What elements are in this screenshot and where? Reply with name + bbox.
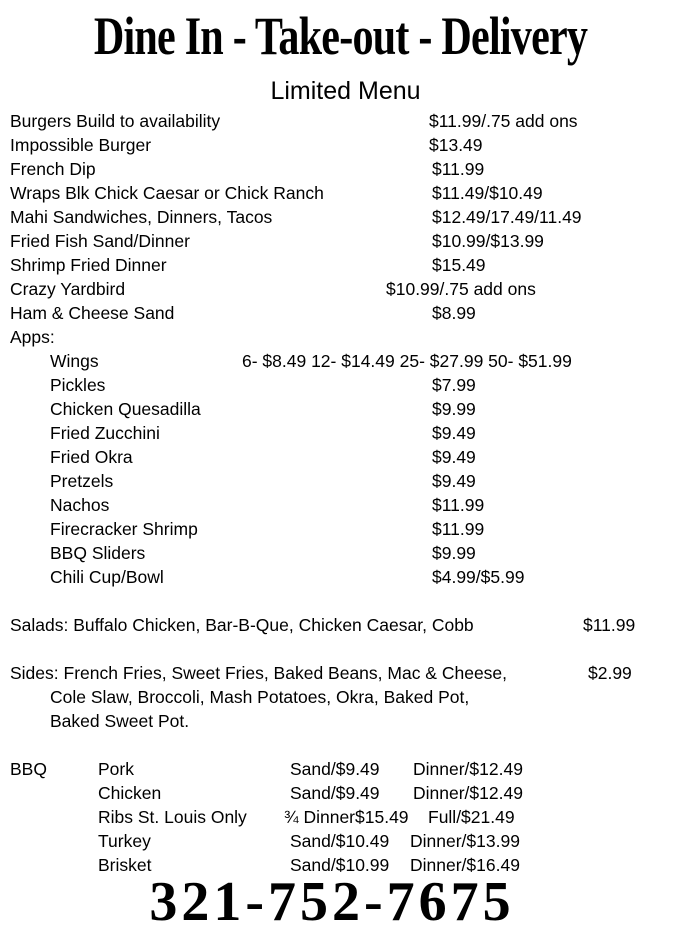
app-item-price: $7.99 <box>432 375 476 395</box>
bbq-dinner-price: Dinner/$16.49 <box>410 855 520 875</box>
menu-item-crazy-yardbird <box>0 277 681 301</box>
bbq-dinner-price: Dinner/$13.99 <box>410 831 520 851</box>
app-item-name: Nachos <box>50 495 110 515</box>
menu-item-name: Burgers Build to availability <box>10 111 221 131</box>
phone-number: 321-752-7675 <box>149 871 515 933</box>
app-item-name: Pickles <box>50 375 106 395</box>
menu-item-name: Impossible Burger <box>10 135 152 155</box>
app-item-name: BBQ Sliders <box>50 543 146 563</box>
app-item-price: $9.49 <box>432 471 476 491</box>
app-item-name: Chili Cup/Bowl <box>50 567 164 587</box>
app-item <box>0 565 681 589</box>
sides-text: Sides: French Fries, Sweet Fries, Baked Beans, Mac & Cheese, <box>10 663 508 683</box>
salads-line <box>0 613 681 637</box>
bbq-item-name: Pork <box>98 759 134 779</box>
menu-item-name: Ham & Cheese Sand <box>10 303 175 323</box>
sides-line-2 <box>0 685 681 709</box>
menu-item-price: $8.99 <box>432 303 476 323</box>
menu-item-name: Wraps Blk Chick Caesar or Chick Ranch <box>10 183 324 203</box>
subtitle: Limited Menu <box>270 77 421 105</box>
section-heading: BBQ <box>10 759 47 779</box>
app-item-price: $9.99 <box>432 399 476 419</box>
app-item-name: Pretzels <box>50 471 114 491</box>
app-item-price: $9.49 <box>432 423 476 443</box>
menu-item-price: $11.99 <box>432 159 485 179</box>
app-item <box>0 469 681 493</box>
app-item-price: $9.49 <box>432 447 476 467</box>
app-item <box>0 421 681 445</box>
menu-item-wraps <box>0 181 681 205</box>
bbq-sand-price: Sand/$9.49 <box>290 759 380 779</box>
bbq-item-name: Ribs St. Louis Only <box>98 807 247 827</box>
bbq-item-name: Chicken <box>98 783 162 803</box>
bbq-sand-price: Sand/$10.99 <box>290 855 390 875</box>
bbq-sand-price: Sand/$9.49 <box>290 783 380 803</box>
app-item <box>0 373 681 397</box>
app-item <box>0 397 681 421</box>
menu-item-name: Fried Fish Sand/Dinner <box>10 231 190 251</box>
bbq-item <box>0 757 681 781</box>
menu-item-price: $11.99/.75 add ons <box>429 111 578 131</box>
sides-text: Cole Slaw, Broccoli, Mash Potatoes, Okra, Baked Pot, <box>50 687 470 707</box>
bbq-dinner-price: Full/$21.49 <box>428 807 515 827</box>
app-item <box>0 493 681 517</box>
app-item-price: $4.99/$5.99 <box>432 567 525 587</box>
sides-price: $2.99 <box>588 663 632 683</box>
apps-heading <box>0 325 681 349</box>
menu-item-name: Crazy Yardbird <box>10 279 126 299</box>
bbq-item-name: Turkey <box>98 831 151 851</box>
app-item-price: $11.99 <box>432 495 485 515</box>
menu-item-fried-fish <box>0 229 681 253</box>
bbq-dinner-price: Dinner/$12.49 <box>413 783 523 803</box>
app-item-price: $11.99 <box>432 519 485 539</box>
app-item-name: Fried Zucchini <box>50 423 160 443</box>
bbq-item <box>0 781 681 805</box>
menu-item-price: $13.49 <box>429 135 483 155</box>
menu-item-french-dip <box>0 157 681 181</box>
app-item-wings <box>0 349 681 373</box>
menu-item-name: French Dip <box>10 159 96 179</box>
menu-item-price: $12.49/17.49/11.49 <box>432 207 582 227</box>
app-item <box>0 541 681 565</box>
sides-text: Baked Sweet Pot. <box>50 711 190 731</box>
sides-line-1 <box>0 661 681 685</box>
menu-item-price: $11.49/$10.49 <box>432 183 543 203</box>
menu-item-name: Mahi Sandwiches, Dinners, Tacos <box>10 207 273 227</box>
bbq-sand-price: Sand/$10.49 <box>290 831 390 851</box>
bbq-sand-price: ¾ Dinner$15.49 <box>284 807 409 827</box>
sides-line-3 <box>0 709 681 733</box>
menu-item-ham-cheese <box>0 301 681 325</box>
bbq-dinner-price: Dinner/$12.49 <box>413 759 523 779</box>
bbq-item <box>0 805 681 829</box>
menu-item-name: Shrimp Fried Dinner <box>10 255 167 275</box>
menu-item-price: $10.99/.75 add ons <box>386 279 536 299</box>
menu-item-mahi <box>0 205 681 229</box>
menu-item-burgers <box>0 109 681 133</box>
menu-item-impossible-burger <box>0 133 681 157</box>
app-item-name: Firecracker Shrimp <box>50 519 198 539</box>
menu-item-price: $10.99/$13.99 <box>432 231 544 251</box>
app-item-name: Wings <box>50 351 99 371</box>
app-item <box>0 445 681 469</box>
app-item-price: $9.99 <box>432 543 476 563</box>
app-item-name: Chicken Quesadilla <box>50 399 201 419</box>
salads-price: $11.99 <box>583 615 636 635</box>
menu-item-shrimp-dinner <box>0 253 681 277</box>
bbq-item <box>0 829 681 853</box>
app-item-price: 6- $8.49 12- $14.49 25- $27.99 50- $51.99 <box>242 351 572 371</box>
menu-item-price: $15.49 <box>432 255 486 275</box>
section-heading: Apps: <box>10 327 55 347</box>
app-item-name: Fried Okra <box>50 447 133 467</box>
headline: Dine In - Take-out - Delivery <box>93 6 588 66</box>
app-item <box>0 517 681 541</box>
bbq-item-name: Brisket <box>98 855 152 875</box>
salads-text: Salads: Buffalo Chicken, Bar-B-Que, Chicken Caesar, Cobb <box>10 615 474 635</box>
